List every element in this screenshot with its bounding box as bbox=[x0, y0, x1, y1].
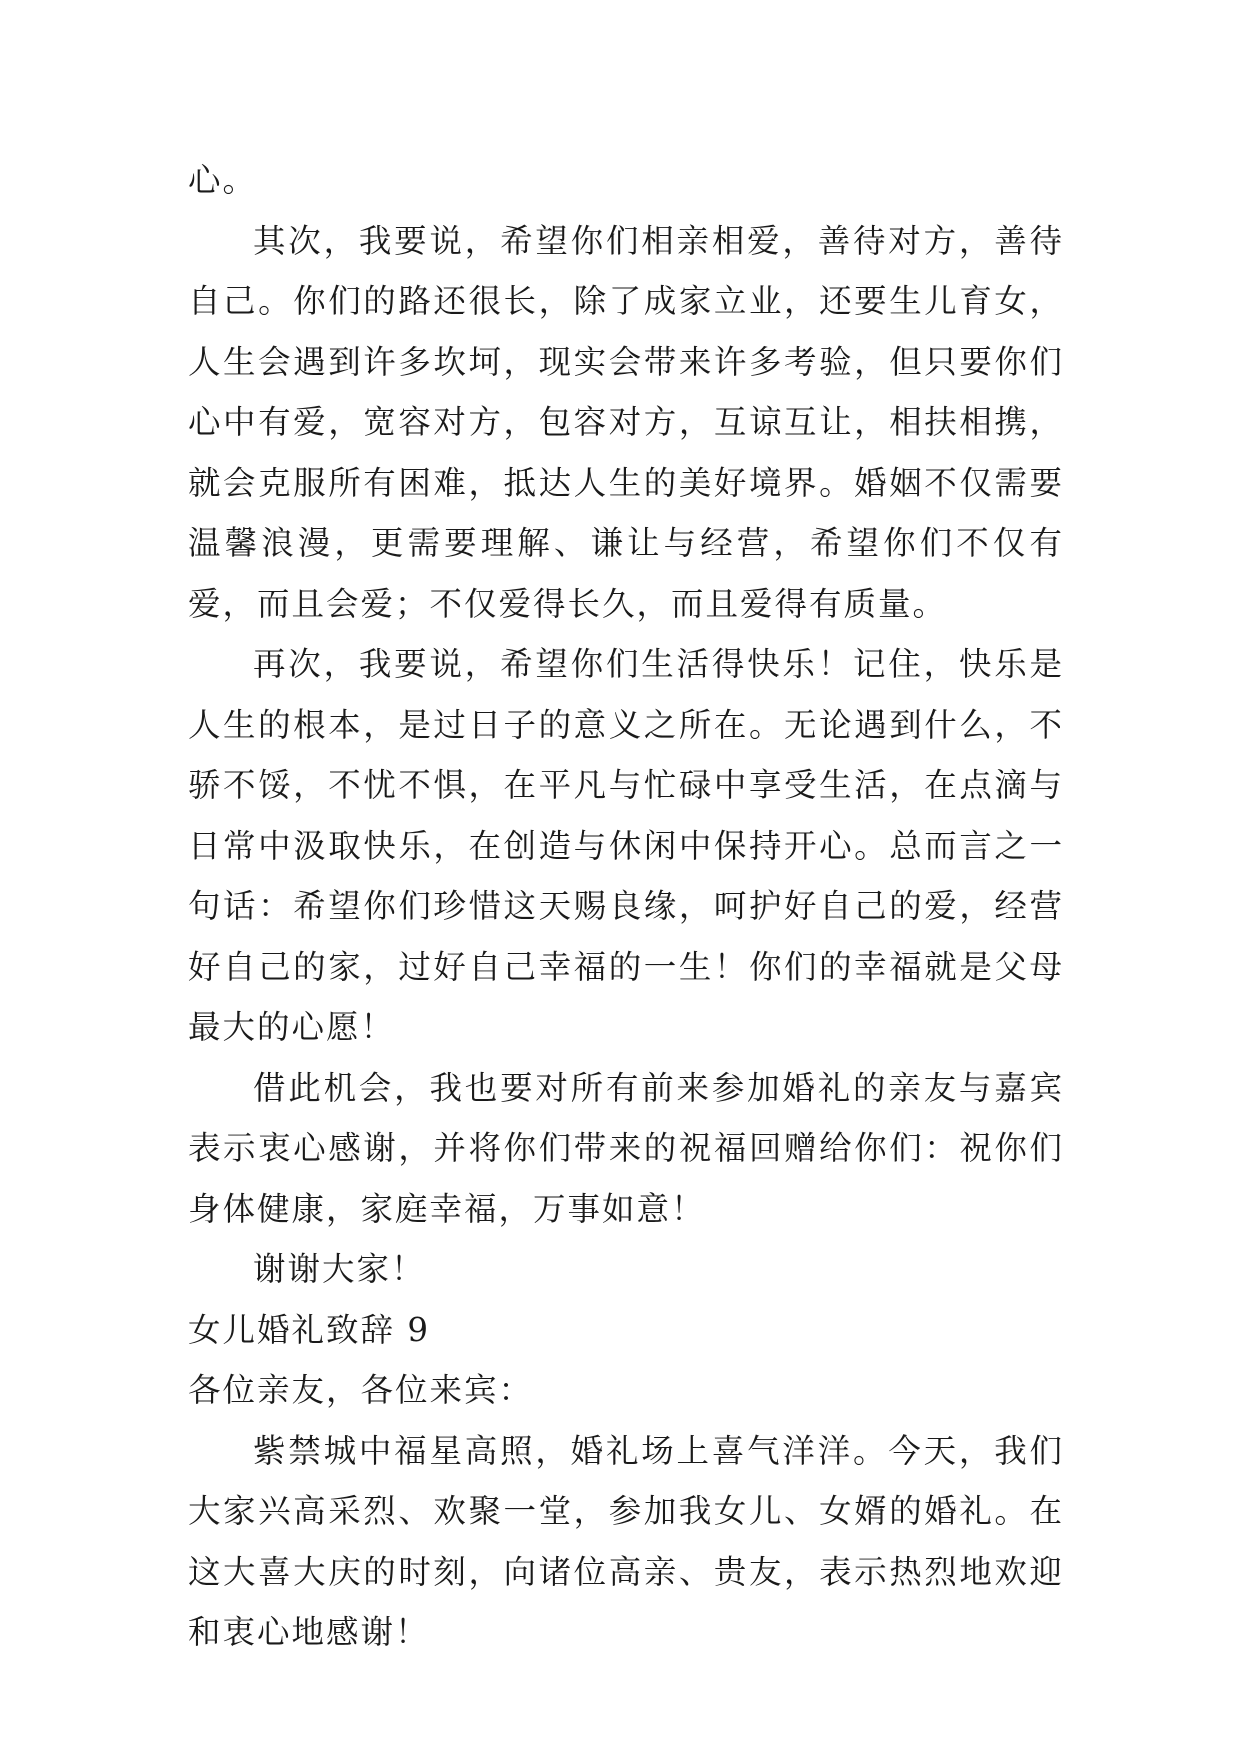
paragraph-thank-you: 谢谢大家！ bbox=[253, 1250, 426, 1288]
salutation: 各位亲友，各位来宾： bbox=[188, 1371, 534, 1409]
section-title: 女儿婚礼致辞 9 bbox=[188, 1310, 431, 1349]
paragraph-continuation: 心。 bbox=[188, 161, 258, 199]
paragraph-opening: 紫禁城中福星高照，婚礼场上喜气洋洋。今天，我们大家兴高采烈、欢聚一堂，参加我女儿、女婿的婚礼。在这大喜大庆的时刻，向诸位高亲、贵友，表示热烈地欢迎和衷心地感谢！ bbox=[188, 1431, 1064, 1651]
paragraph-secondly: 其次，我要说，希望你们相亲相爱，善待对方，善待自己。你们的路还很长，除了成家立业，还要生儿育女，人生会遇到许多坎坷，现实会带来许多考验，但只要你们心中有爱，宽容对方，包容对方，互谅互让，相扶相携，就会克服所有困难，抵达人生的美好境界。婚姻不仅需要温馨浪漫，更需要理解、谦让与经营，希望你们不仅有爱，而且会爱；不仅爱得长久，而且爱得有质量。 bbox=[188, 221, 1064, 623]
paragraph-thanks-guests: 借此机会，我也要对所有前来参加婚礼的亲友与嘉宾表示衷心感谢，并将你们带来的祝福回赠给你们：祝你们身体健康，家庭幸福，万事如意！ bbox=[188, 1068, 1064, 1228]
paragraph-thirdly: 再次，我要说，希望你们生活得快乐！记住，快乐是人生的根本，是过日子的意义之所在。无论遇到什么，不骄不馁，不忧不惧，在平凡与忙碌中享受生活，在点滴与日常中汲取快乐，在创造与休闲中保持开心。总而言之一句话：希望你们珍惜这天赐良缘，呵护好自己的爱，经营好自己的家，过好自己幸福的一生！你们的幸福就是父母最大的心愿！ bbox=[188, 645, 1064, 1046]
document-body bbox=[188, 150, 1064, 1663]
